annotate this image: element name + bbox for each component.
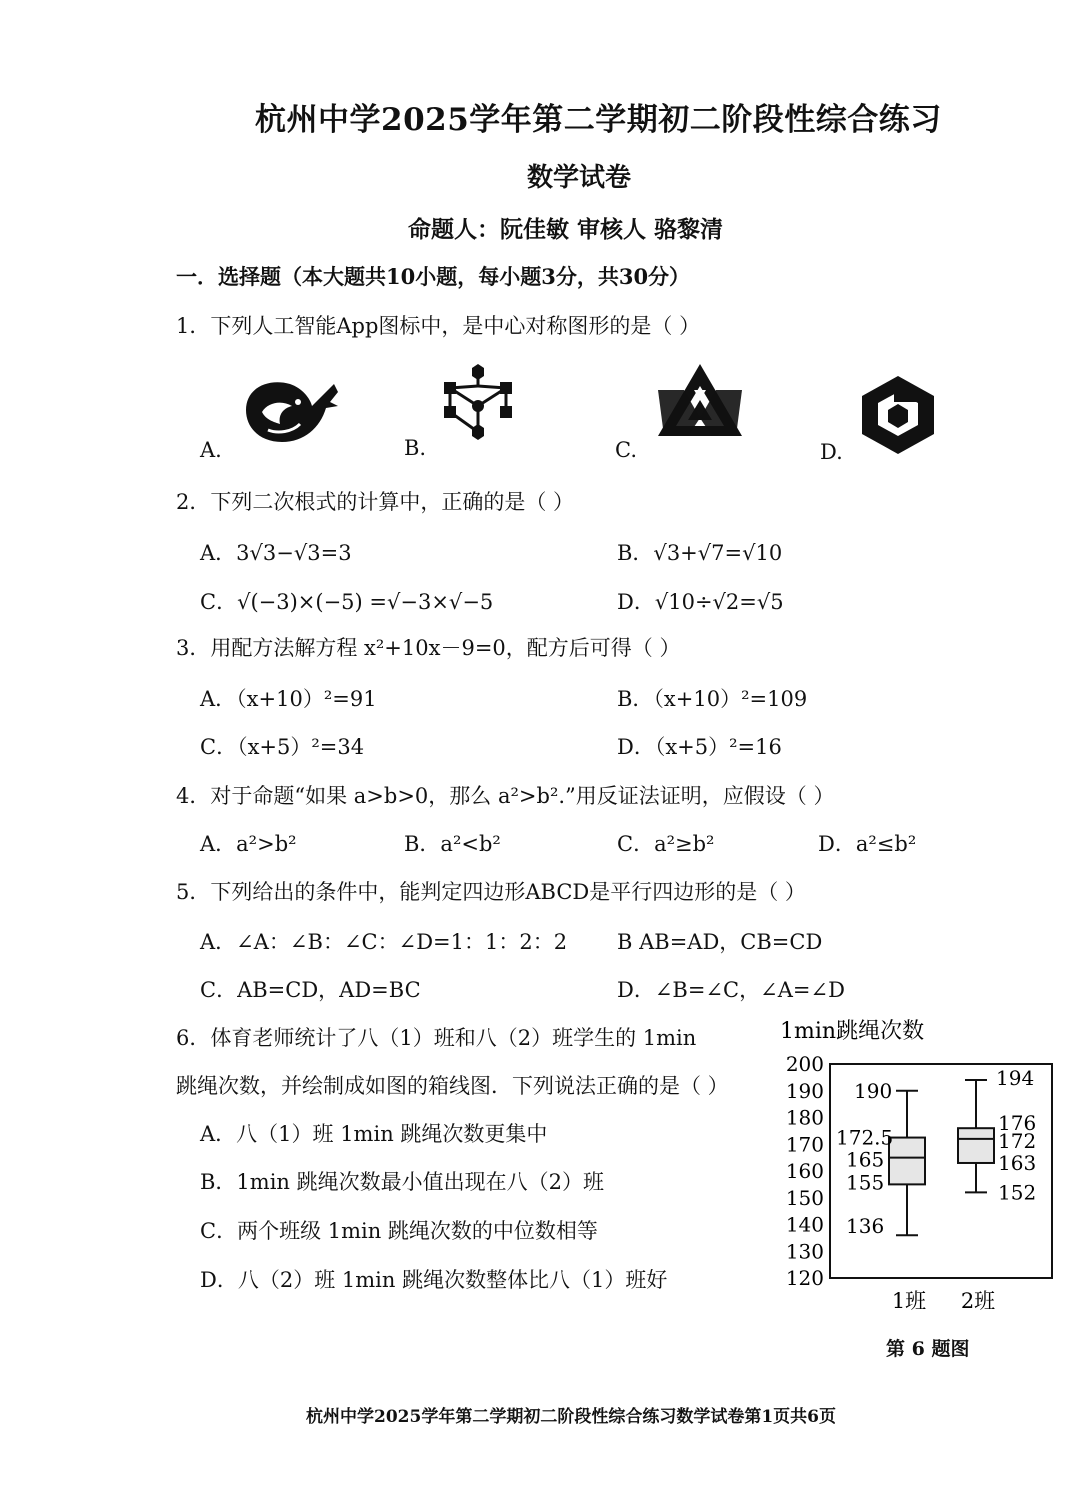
y-tick-label: 120	[785, 1266, 824, 1290]
exam-authors: 命题人：阮佳敏 审核人 骆黎清	[408, 216, 724, 243]
q1-option-d: D.	[820, 440, 843, 464]
q2-option-c: C．√(−3)×(−5) =√−3×√−5	[200, 590, 494, 614]
chart-title: 1min跳绳次数	[780, 1019, 925, 1044]
x-category-label: 1班	[891, 1289, 927, 1313]
q6-option-c: C．两个班级 1min 跳绳次数的中位数相等	[200, 1219, 598, 1243]
whale-logo-icon	[238, 372, 342, 448]
q5-option-c: C．AB=CD，AD=BC	[200, 978, 421, 1002]
box-iqr	[889, 1138, 925, 1185]
y-tick-label: 200	[785, 1052, 824, 1076]
value-label: 190	[854, 1078, 893, 1103]
section-heading: 一．选择题（本大题共10小题，每小题3分，共30分）	[176, 264, 691, 289]
q4-option-d: D．a²≤b²	[818, 832, 917, 856]
value-label: 165	[846, 1147, 885, 1172]
q2-option-d: D．√10÷√2=√5	[617, 590, 784, 614]
value-label: 163	[998, 1150, 1037, 1175]
exam-title: 杭州中学2025学年第二学期初二阶段性综合练习	[255, 102, 942, 138]
node-network-logo-icon	[436, 360, 520, 444]
value-label: 172.5	[836, 1125, 894, 1150]
q3-option-d: D．（x+5）²=16	[617, 735, 782, 759]
question-4: 4．对于命题“如果 a>b>0，那么 a²>b².”用反证法证明，应假设（ ）	[176, 784, 835, 808]
value-label: 172	[998, 1128, 1037, 1153]
q2-option-a: A．3√3−√3=3	[200, 541, 352, 565]
y-tick-label: 150	[785, 1185, 824, 1210]
value-label: 155	[846, 1170, 885, 1195]
q3-option-b: B．（x+10）²=109	[617, 687, 808, 711]
page-footer: 杭州中学2025学年第二学期初二阶段性综合练习数学试卷第1页共6页	[306, 1407, 836, 1427]
exam-subtitle: 数学试卷	[527, 163, 632, 193]
q4-option-b: B．a²<b²	[404, 832, 501, 856]
question-6-line2: 跳绳次数，并绘制成如图的箱线图．下列说法正确的是（ ）	[176, 1074, 729, 1098]
boxplot-chart	[770, 1012, 1070, 1322]
q4-option-a: A．a²>b²	[200, 832, 297, 856]
q6-option-d: D．八（2）班 1min 跳绳次数整体比八（1）班好	[200, 1268, 668, 1292]
y-tick-label: 130	[785, 1239, 824, 1264]
value-label: 176	[998, 1111, 1037, 1136]
x-category-label: 2班	[960, 1289, 996, 1313]
q3-option-c: C．（x+5）²=34	[200, 735, 365, 759]
y-tick-label: 170	[785, 1132, 824, 1157]
figure-caption: 第 6 题图	[886, 1338, 970, 1360]
box-iqr	[958, 1128, 994, 1163]
question-3: 3．用配方法解方程 x²+10x－9=0，配方后可得（ ）	[176, 636, 681, 660]
q1-option-c: C.	[615, 438, 637, 462]
question-6-line1: 6．体育老师统计了八（1）班和八（2）班学生的 1min	[176, 1026, 697, 1050]
q1-option-b: B.	[404, 436, 427, 460]
q5-option-b: B AB=AD，CB=CD	[617, 930, 823, 954]
value-label: 194	[996, 1066, 1035, 1091]
value-label: 152	[998, 1180, 1037, 1205]
q5-option-a: A．∠A：∠B：∠C：∠D=1：1：2：2	[200, 930, 568, 954]
hexagon-cube-logo-icon	[856, 372, 940, 456]
q6-option-b: B．1min 跳绳次数最小值出现在八（2）班	[200, 1170, 604, 1194]
q5-option-d: D．∠B=∠C，∠A=∠D	[617, 978, 845, 1002]
q4-option-c: C．a²≥b²	[617, 832, 715, 856]
triangle-knot-logo-icon	[654, 360, 746, 444]
question-5: 5．下列给出的条件中，能判定四边形ABCD是平行四边形的是（ ）	[176, 880, 806, 904]
value-label: 136	[846, 1214, 885, 1239]
y-tick-label: 140	[785, 1212, 824, 1237]
q3-option-a: A．（x+10）²=91	[200, 687, 377, 711]
q2-option-b: B．√3+√7=√10	[617, 541, 783, 565]
q1-option-a: A.	[200, 438, 222, 462]
question-2: 2．下列二次根式的计算中，正确的是（ ）	[176, 490, 575, 514]
question-1: 1．下列人工智能App图标中，是中心对称图形的是（ ）	[176, 314, 701, 338]
y-tick-label: 190	[785, 1078, 824, 1103]
q6-option-a: A．八（1）班 1min 跳绳次数更集中	[200, 1122, 548, 1146]
y-tick-label: 160	[785, 1159, 824, 1183]
y-tick-label: 180	[785, 1105, 824, 1130]
